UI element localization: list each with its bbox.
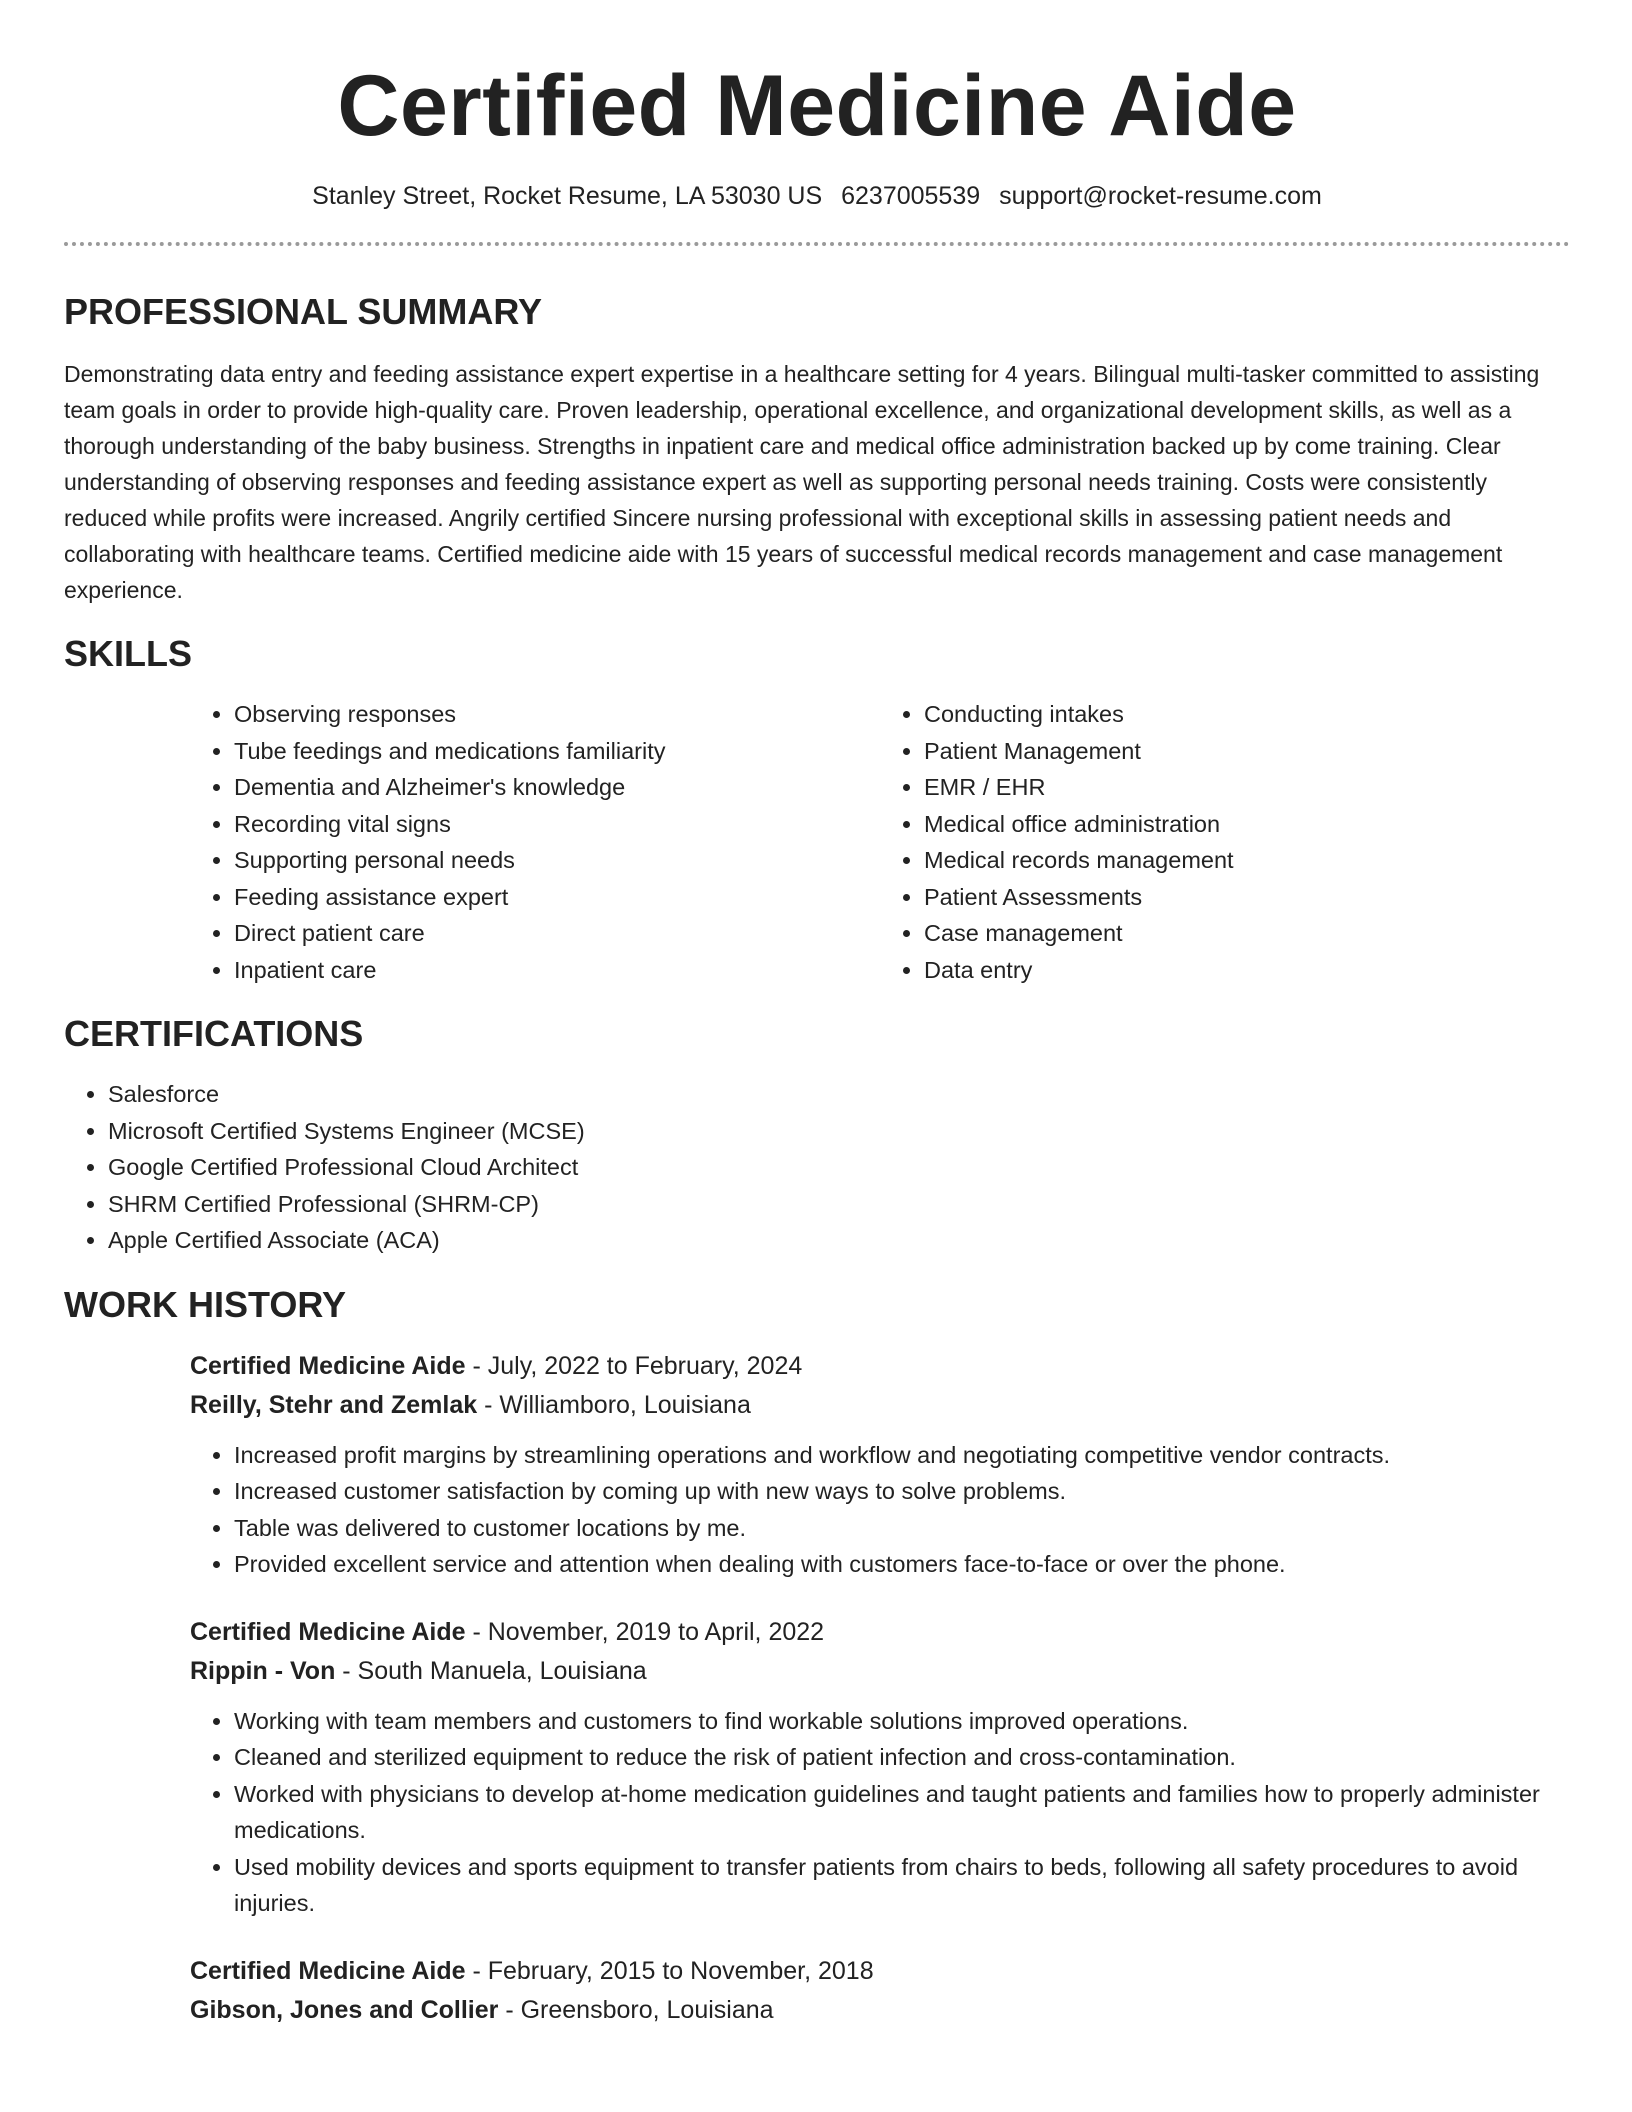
job-entry (190, 1952, 1570, 2030)
job-company: Rippin - Von (190, 1656, 336, 1685)
resume-name: Certified Medicine Aide (337, 58, 1297, 154)
job-role-line (190, 1952, 1570, 1991)
list-item: • Patient Assessments (924, 879, 1570, 916)
skills-grid (190, 696, 1570, 988)
list-item: • Increased profit margins by streamlining operations and workflow and negotiating competitive vendor contracts. (234, 1437, 1570, 1474)
list-item: • Table was delivered to customer locations by me. (234, 1510, 1570, 1547)
list-item: • Recording vital signs (234, 806, 880, 843)
list-item: • Salesforce (108, 1076, 1570, 1113)
skills-section (64, 632, 1570, 988)
list-item: • Worked with physicians to develop at-home medication guidelines and taught patients and families how to properly administer medications. (234, 1776, 1570, 1849)
list-item: • Direct patient care (234, 915, 880, 952)
list-item: • EMR / EHR (924, 769, 1570, 806)
list-item: • Supporting personal needs (234, 842, 880, 879)
job-location: - Greensboro, Louisiana (498, 1995, 774, 2024)
job-company-line (190, 1652, 1570, 1691)
job-entry (190, 1347, 1570, 1583)
list-item: • Increased customer satisfaction by coming up with new ways to solve problems. (234, 1473, 1570, 1510)
certifications-list (64, 1076, 1570, 1259)
job-location: - Williamboro, Louisiana (477, 1390, 751, 1419)
skills-title: SKILLS (64, 633, 193, 674)
header-divider (64, 242, 1570, 246)
job-role-line (190, 1347, 1570, 1386)
list-item: • Tube feedings and medications familiarity (234, 733, 880, 770)
list-item: • Used mobility devices and sports equipment to transfer patients from chairs to beds, following all safety procedures to avoid injuries. (234, 1849, 1570, 1922)
job-bullets (190, 1703, 1570, 1922)
list-item: • Google Certified Professional Cloud Architect (108, 1149, 1570, 1186)
job-bullets (190, 1437, 1570, 1583)
job-dates: - July, 2022 to February, 2024 (465, 1351, 803, 1380)
list-item: • Medical office administration (924, 806, 1570, 843)
skills-list-right (880, 696, 1570, 988)
list-item: • Observing responses (234, 696, 880, 733)
job-company: Reilly, Stehr and Zemlak (190, 1390, 478, 1419)
list-item: • Medical records management (924, 842, 1570, 879)
resume-page (64, 0, 1570, 2030)
list-item: • Provided excellent service and attention when dealing with customers face-to-face or over the phone. (234, 1546, 1570, 1583)
job-company-line (190, 1991, 1570, 2030)
list-item: • SHRM Certified Professional (SHRM-CP) (108, 1186, 1570, 1223)
job-dates: - November, 2019 to April, 2022 (465, 1617, 825, 1646)
job-role: Certified Medicine Aide (190, 1351, 466, 1380)
job-company-line (190, 1386, 1570, 1425)
list-item: • Apple Certified Associate (ACA) (108, 1222, 1570, 1259)
contact-phone: 6237005539 (841, 182, 981, 210)
job-entry (190, 1613, 1570, 1922)
job-role: Certified Medicine Aide (190, 1956, 466, 1985)
work-section (64, 1283, 1570, 2030)
list-item: • Data entry (924, 952, 1570, 989)
job-company: Gibson, Jones and Collier (190, 1995, 499, 2024)
list-item: • Working with team members and customers to find workable solutions improved operations. (234, 1703, 1570, 1740)
work-title: WORK HISTORY (64, 1283, 347, 1325)
contact-address: Stanley Street, Rocket Resume, LA 53030 US (312, 182, 823, 210)
list-item: • Case management (924, 915, 1570, 952)
list-item: • Conducting intakes (924, 696, 1570, 733)
summary-text: Demonstrating data entry and feeding assistance expert expertise in a healthcare setting for 4 years. Bilingual multi-tasker committed to assisting team goals in order to provide high-quality care. Proven leadership, operational excellence, and organizational development skills, as well as a thorough understanding of the baby business. Strengths in inpatient care and medical office administration backed up by come training. Clear understanding of observing responses and feeding assistance expert as well as supporting personal needs training. Costs were consistently reduced while profits were increased. Angrily certified Sincere nursing professional with exceptional skills in assessing patient needs and collaborating with healthcare teams. Certified medicine aide with 15 years of successful medical records management and case management experience. (64, 361, 1540, 603)
job-role-line (190, 1613, 1570, 1652)
job-dates: - February, 2015 to November, 2018 (465, 1956, 874, 1985)
summary-title: PROFESSIONAL SUMMARY (64, 291, 543, 332)
certifications-section (64, 1012, 1570, 1259)
job-location: - South Manuela, Louisiana (335, 1656, 647, 1685)
list-item: • Feeding assistance expert (234, 879, 880, 916)
list-item: • Microsoft Certified Systems Engineer (MCSE) (108, 1113, 1570, 1150)
list-item: • Patient Management (924, 733, 1570, 770)
contact-email: support@rocket-resume.com (999, 182, 1322, 210)
list-item: • Cleaned and sterilized equipment to reduce the risk of patient infection and cross-contamination. (234, 1739, 1570, 1776)
list-item: • Dementia and Alzheimer's knowledge (234, 769, 880, 806)
skills-list-left (190, 696, 880, 988)
job-role: Certified Medicine Aide (190, 1617, 466, 1646)
certifications-title: CERTIFICATIONS (64, 1013, 364, 1054)
summary-section (64, 290, 1570, 608)
contact-line (64, 180, 1570, 212)
list-item: • Inpatient care (234, 952, 880, 989)
